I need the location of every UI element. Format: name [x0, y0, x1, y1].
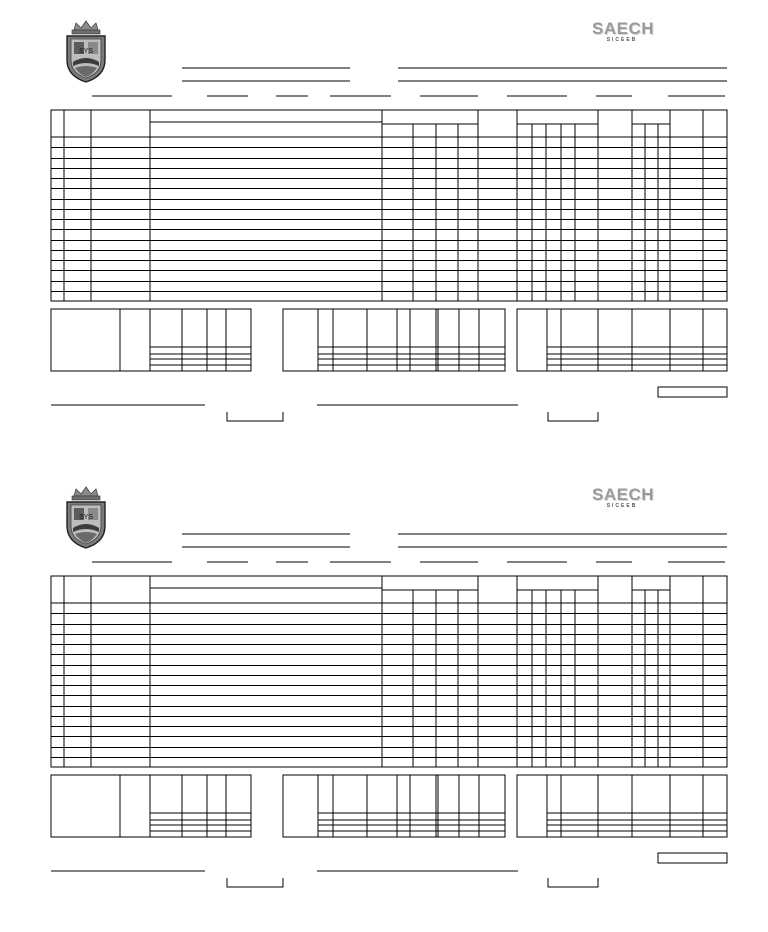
summary-box-3: [517, 775, 727, 837]
summary-box-2: [283, 309, 505, 371]
summary-box-1: [51, 775, 251, 837]
brand-subname: SICEEB: [606, 503, 638, 509]
record-form-bottom: [0, 466, 768, 906]
brand-name: SAECH: [592, 19, 655, 38]
stamp-box: [658, 387, 727, 397]
signature-date-bracket: [227, 412, 283, 421]
summary-box-2: [283, 775, 505, 837]
coat-of-arms-icon: [67, 21, 105, 82]
roster-table: [51, 110, 727, 301]
roster-table: [51, 576, 727, 767]
signature-date-bracket: [548, 412, 598, 421]
signature-date-bracket: [227, 878, 283, 887]
brand-name: SAECH: [592, 485, 655, 504]
stamp-box: [658, 853, 727, 863]
form-grid: [0, 466, 768, 906]
summary-box-3: [517, 309, 727, 371]
record-form-top: [0, 0, 768, 440]
form-grid: [0, 0, 768, 440]
signature-date-bracket: [548, 878, 598, 887]
brand-subname: SICEEB: [606, 37, 638, 43]
crest-text: SYS: [78, 514, 94, 521]
summary-box-1: [51, 309, 251, 371]
coat-of-arms-icon: [67, 487, 105, 548]
crest-text: SYS: [78, 48, 94, 55]
